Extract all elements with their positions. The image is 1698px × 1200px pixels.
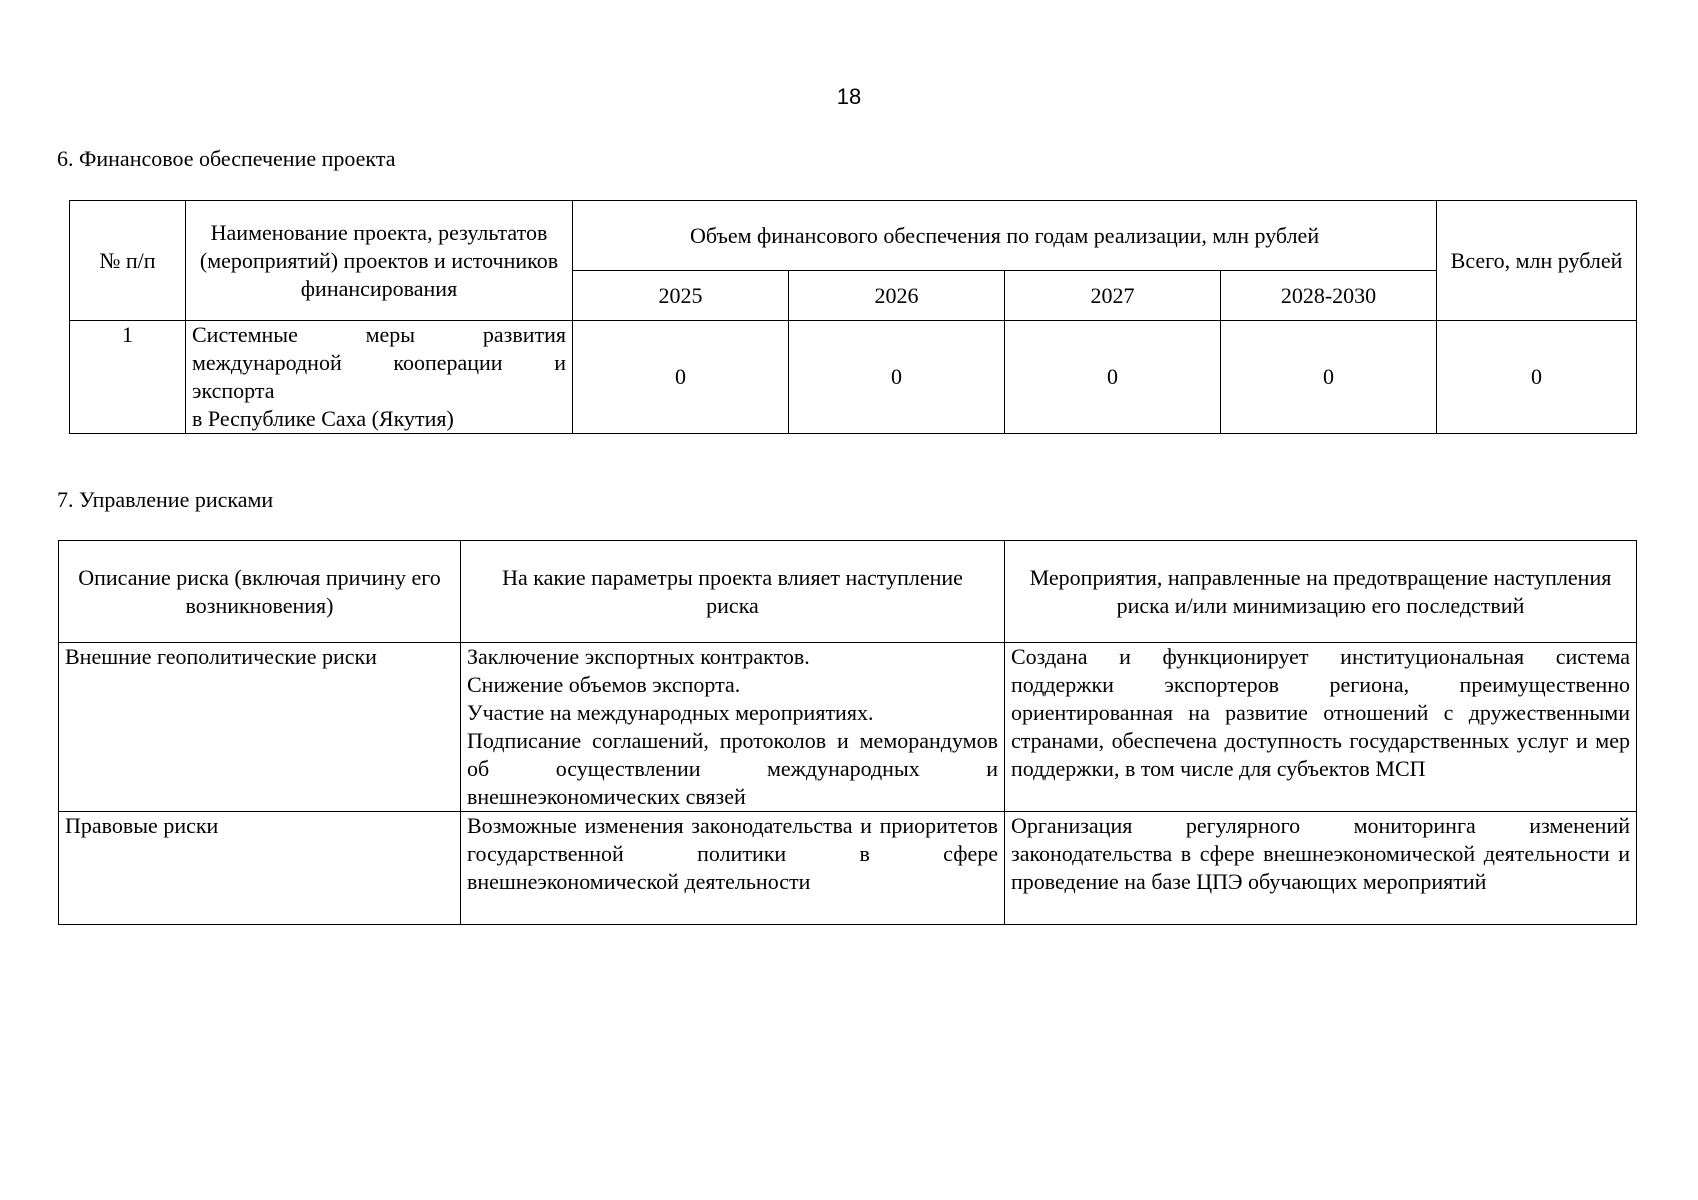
section-6-title: 6. Финансовое обеспечение проекта [57, 146, 396, 171]
row-number: 1 [70, 321, 186, 434]
value-2027: 0 [1005, 321, 1221, 434]
header-year: 2027 [1005, 271, 1221, 321]
header-year: 2026 [789, 271, 1005, 321]
header-total: Всего, млн рублей [1437, 201, 1637, 321]
page-number: 18 [836, 84, 862, 109]
header-num: № п/п [70, 201, 186, 321]
risk-description: Правовые риски [59, 812, 461, 925]
finance-table [69, 200, 1637, 434]
header-year: 2025 [573, 271, 789, 321]
header-volume: Объем финансового обеспечения по годам реализации, млн рублей [573, 201, 1437, 271]
table-row [59, 812, 1637, 925]
risk-measures: Организация регулярного мониторинга изменений законодательства в сфере внешнеэкономической деятельности и проведение на базе ЦПЭ обучающих мероприятий [1005, 812, 1637, 925]
value-2026: 0 [789, 321, 1005, 434]
value-total: 0 [1437, 321, 1637, 434]
risk-measures: Создана и функционирует институциональная система поддержки экспортеров региона, преимущественно ориентированная на развитие отношений с дружественными странами, обеспечена доступность государственных услуг и мер поддержки, в том числе для субъектов МСП [1005, 643, 1637, 812]
section-7-title: 7. Управление рисками [57, 487, 274, 512]
risk-parameters: Возможные изменения законодательства и приоритетов государственной политики в сфере внешнеэкономической деятельности [461, 812, 1005, 925]
table-row [70, 321, 1637, 434]
header-risk-description: Описание риска (включая причину его возникновения) [59, 541, 461, 643]
value-2028-2030: 0 [1221, 321, 1437, 434]
table-row [59, 643, 1637, 812]
risk-description: Внешние геополитические риски [59, 643, 461, 812]
header-risk-measures: Мероприятия, направленные на предотвращение наступления риска и/или минимизацию его последствий [1005, 541, 1637, 643]
project-name: Системные меры развития международной кооперации и экспорта в Республике Саха (Якутия) [186, 321, 573, 434]
header-risk-parameters: На какие параметры проекта влияет наступление риска [461, 541, 1005, 643]
value-2025: 0 [573, 321, 789, 434]
header-name: Наименование проекта, результатов (мероприятий) проектов и источников финансирования [186, 201, 573, 321]
header-year: 2028-2030 [1221, 271, 1437, 321]
risk-parameters: Заключение экспортных контрактов. Снижение объемов экспорта. Участие на международных мероприятиях. Подписание соглашений, протоколов и меморандумов об осуществлении международных и внешнеэкономических связей [461, 643, 1005, 812]
risk-table [58, 540, 1637, 925]
